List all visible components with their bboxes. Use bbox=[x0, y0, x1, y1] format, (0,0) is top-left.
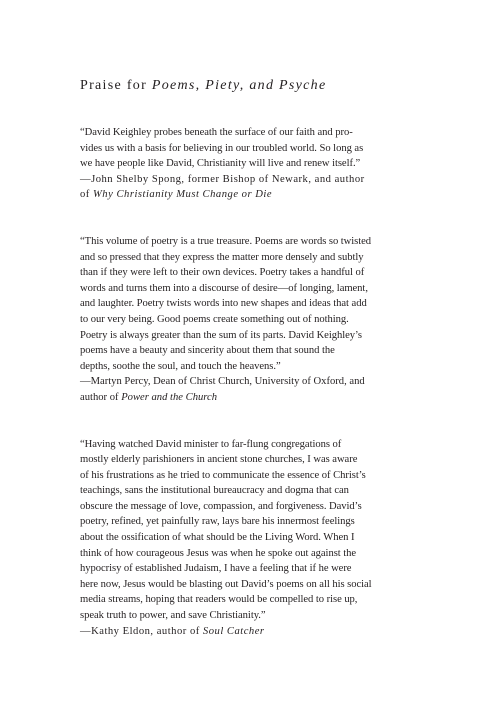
quote-line: to our very being. Good poems create something out of nothing. bbox=[80, 313, 349, 325]
quote-line: poetry, refined, yet painfully raw, lays bare his innermost feelings bbox=[80, 516, 355, 528]
quote-line: vides us with a basis for believing in our troubled world. So long as bbox=[80, 142, 364, 154]
quote-line: “This volume of poetry is a true treasure. Poems are words so twisted bbox=[80, 235, 372, 247]
heading-prefix: Praise for bbox=[80, 78, 152, 93]
praise-page bbox=[80, 78, 420, 639]
attribution-line: —John Shelby Spong, former Bishop of Newark, and author bbox=[80, 173, 365, 185]
endorsement-attribution bbox=[80, 172, 420, 203]
endorsement-percy bbox=[80, 234, 420, 406]
attribution-book-title: Soul Catcher bbox=[202, 625, 265, 637]
quote-line: Poetry is always greater than the sum of its parts. David Keighley’s bbox=[80, 329, 362, 341]
endorsement-attribution bbox=[80, 624, 420, 640]
attribution-prefix: author of bbox=[80, 391, 122, 403]
attribution-book-title: Why Christianity Must Change or Die bbox=[92, 189, 273, 201]
attribution-book-title: Power and the Church bbox=[121, 391, 218, 403]
heading-book-title: Poems, Piety, and Psyche bbox=[151, 78, 327, 93]
endorsement-spong bbox=[80, 125, 420, 203]
quote-line: of his frustrations as he tried to communicate the essence of Christ’s bbox=[80, 469, 366, 481]
quote-line: media streams, hoping that readers would be compelled to rise up, bbox=[80, 594, 358, 606]
endorsement-eldon bbox=[80, 437, 420, 640]
quote-line: teachings, sans the institutional bureaucracy and dogma that can bbox=[80, 485, 349, 497]
quote-line: think of how courageous Jesus was when he spoke out against the bbox=[80, 547, 357, 559]
quote-line: than if they were left to their own devices. Poetry takes a handful of bbox=[80, 267, 365, 279]
quote-line: about the ossification of what should be the Living Word. When I bbox=[80, 532, 355, 544]
quote-line: words and turns them into a discourse of desire—of longing, lament, bbox=[80, 282, 368, 294]
endorsement-quote bbox=[80, 234, 420, 374]
quote-line: speak truth to power, and save Christianity.” bbox=[80, 610, 266, 622]
attribution-line: —Martyn Percy, Dean of Christ Church, University of Oxford, and bbox=[80, 376, 365, 388]
quote-line: hypocrisy of established Judaism, I have a feeling that if he were bbox=[80, 563, 352, 575]
endorsement-quote bbox=[80, 125, 420, 172]
page-heading bbox=[80, 78, 420, 94]
quote-line: “David Keighley probes beneath the surface of our faith and pro- bbox=[80, 127, 353, 138]
quote-line: here now, Jesus would be blasting out David’s poems on all his social bbox=[80, 578, 372, 590]
attribution-line bbox=[80, 187, 420, 203]
quote-line: depths, soothe the soul, and touch the heavens.” bbox=[80, 360, 281, 372]
quote-line: “Having watched David minister to far-flung congregations of bbox=[80, 438, 342, 450]
quote-line: we have people like David, Christianity will live and renew itself.” bbox=[80, 158, 361, 170]
endorsement-quote bbox=[80, 437, 420, 624]
quote-line: obscure the message of love, compassion, and forgiveness. David’s bbox=[80, 500, 362, 512]
attribution-line bbox=[80, 624, 420, 640]
attribution-prefix: of bbox=[80, 189, 93, 201]
quote-line: mostly elderly parishioners in ancient stone churches, I was aware bbox=[80, 454, 358, 466]
quote-line: and laughter. Poetry twists words into new shapes and ideas that add bbox=[80, 298, 367, 310]
attribution-prefix: —Kathy Eldon, author of bbox=[80, 625, 203, 637]
quote-line: poems have a beauty and sincerity about them that sound the bbox=[80, 345, 335, 357]
endorsement-attribution bbox=[80, 374, 420, 405]
attribution-line bbox=[80, 390, 420, 406]
quote-line: and so pressed that they express the matter more densely and subtly bbox=[80, 251, 364, 263]
